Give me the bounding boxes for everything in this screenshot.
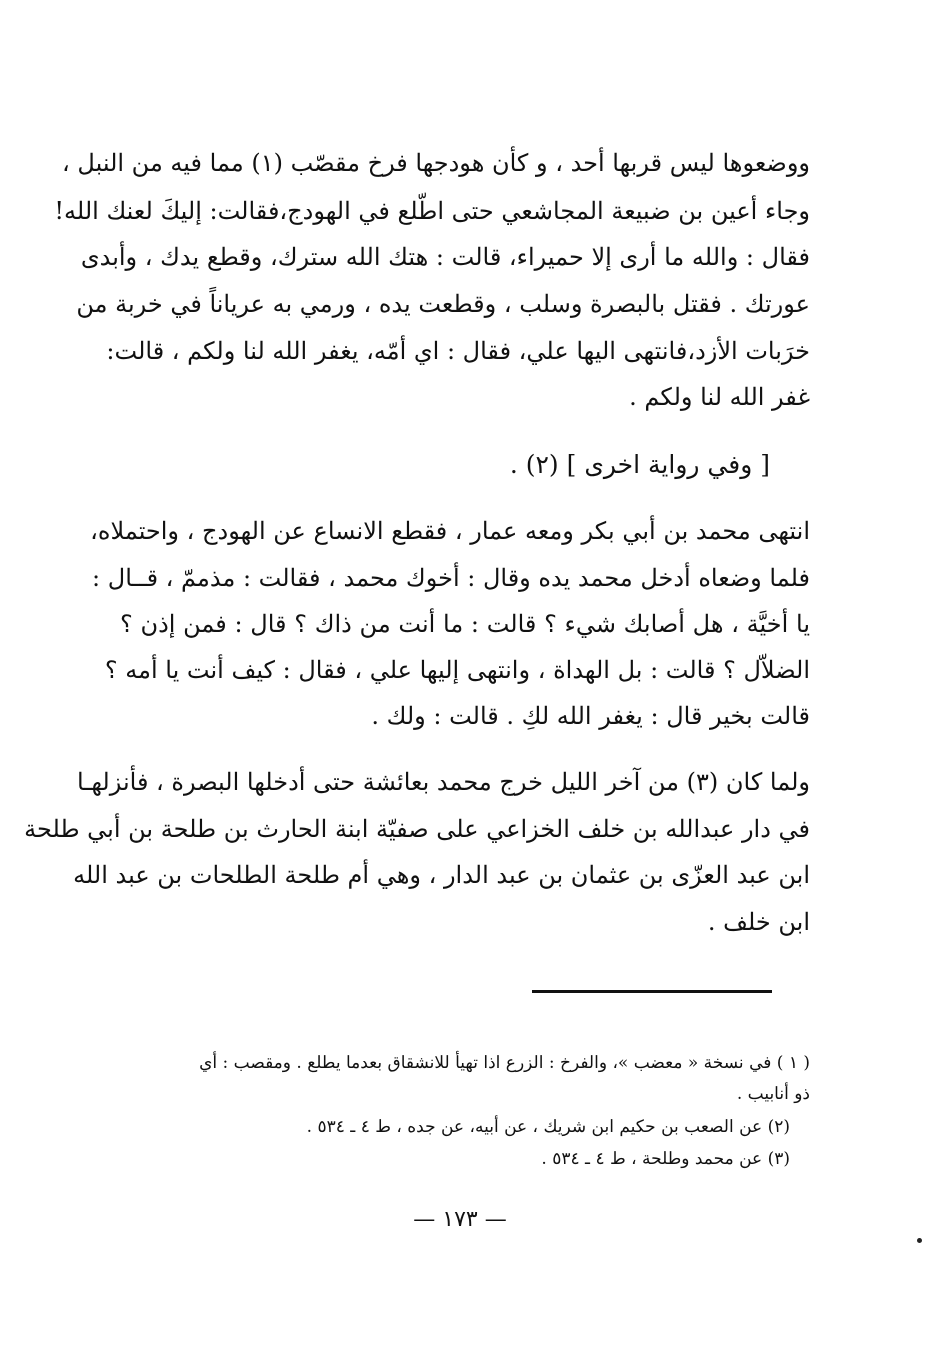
- text-line: قالت بخير قال : يغفر الله لكِ . قالت : ولك .: [371, 702, 810, 730]
- footnote-3: (٣) عن محمد وطلحة ، ط ٤ ـ ٥٣٤ .: [541, 1149, 790, 1169]
- text-line: وجاء أعين بن ضبيعة المجاشعي حتى اطّلع في الهودج،فقالت: إليكَ لعنك الله!: [54, 197, 810, 225]
- text-line: عورتك . فقتل بالبصرة وسلب ، وقطعت يده ، ورمي به عرياناً في خربة من: [76, 290, 810, 318]
- text-line: فلما وضعاه أدخل محمد يده وقال : أخوك محمد ، فقالت : مذممّ ، قــال :: [92, 564, 810, 592]
- footnote-1: ( ١ ) في نسخة « معضب »، والفرخ : الزرع اذا تهيأ للانشقاق بعدما يطلع . ومقصب : أي: [199, 1053, 810, 1073]
- scan-speck: [917, 1238, 922, 1243]
- text-line: فقال : والله ما أرى إلا حميراء، قالت : هتك الله سترك، وقطع يدك ، وأبدى: [80, 243, 810, 271]
- section-heading: [ وفي رواية اخرى ] (٢) .: [509, 450, 770, 479]
- text-line: في دار عبدالله بن خلف الخزاعي على صفيّة ابنة الحارث بن طلحة بن أبي طلحة: [24, 815, 810, 843]
- text-line: خرَبات الأزد،فانتهى اليها علي، فقال : اي أمّه، يغفر الله لنا ولكم ، قالت:: [106, 337, 810, 365]
- footnote-separator: [532, 990, 772, 993]
- text-line: ابن خلف .: [707, 908, 810, 936]
- text-line: يا أخيَّة ، هل أصابك شيء ؟ قالت : ما أنت من ذاك ؟ قال : فمن إذن ؟: [120, 610, 810, 638]
- text-line: ابن عبد العزّى بن عثمان بن عبد الدار ، وهي أم طلحة الطلحات بن عبد الله: [73, 861, 810, 889]
- text-line: غفر الله لنا ولكم .: [629, 383, 810, 411]
- page-number: — ١٧٣ —: [413, 1207, 507, 1232]
- text-line: ولما كان (٣) من آخر الليل خرج محمد بعائشة حتى أدخلها البصرة ، فأنزلهـا: [77, 768, 810, 796]
- text-line: ووضعوها ليس قربها أحد ، و كأن هودجها فرخ مقصّب (١) مما فيه من النبل ،: [62, 149, 810, 177]
- footnote-2: (٢) عن الصعب بن حكيم ابن شريك ، عن أبيه، عن جده ، ط ٤ ـ ٥٣٤ .: [306, 1117, 790, 1137]
- footnote-1-continued: ذو أنابيب .: [736, 1084, 810, 1104]
- text-line: الضلاّل ؟ قالت : بل الهداة ، وانتهى إليها علي ، فقال : كيف أنت يا أمه ؟: [104, 656, 810, 684]
- text-line: انتهى محمد بن أبي بكر ومعه عمار ، فقطع الانساع عن الهودج ، واحتملاه،: [90, 517, 810, 545]
